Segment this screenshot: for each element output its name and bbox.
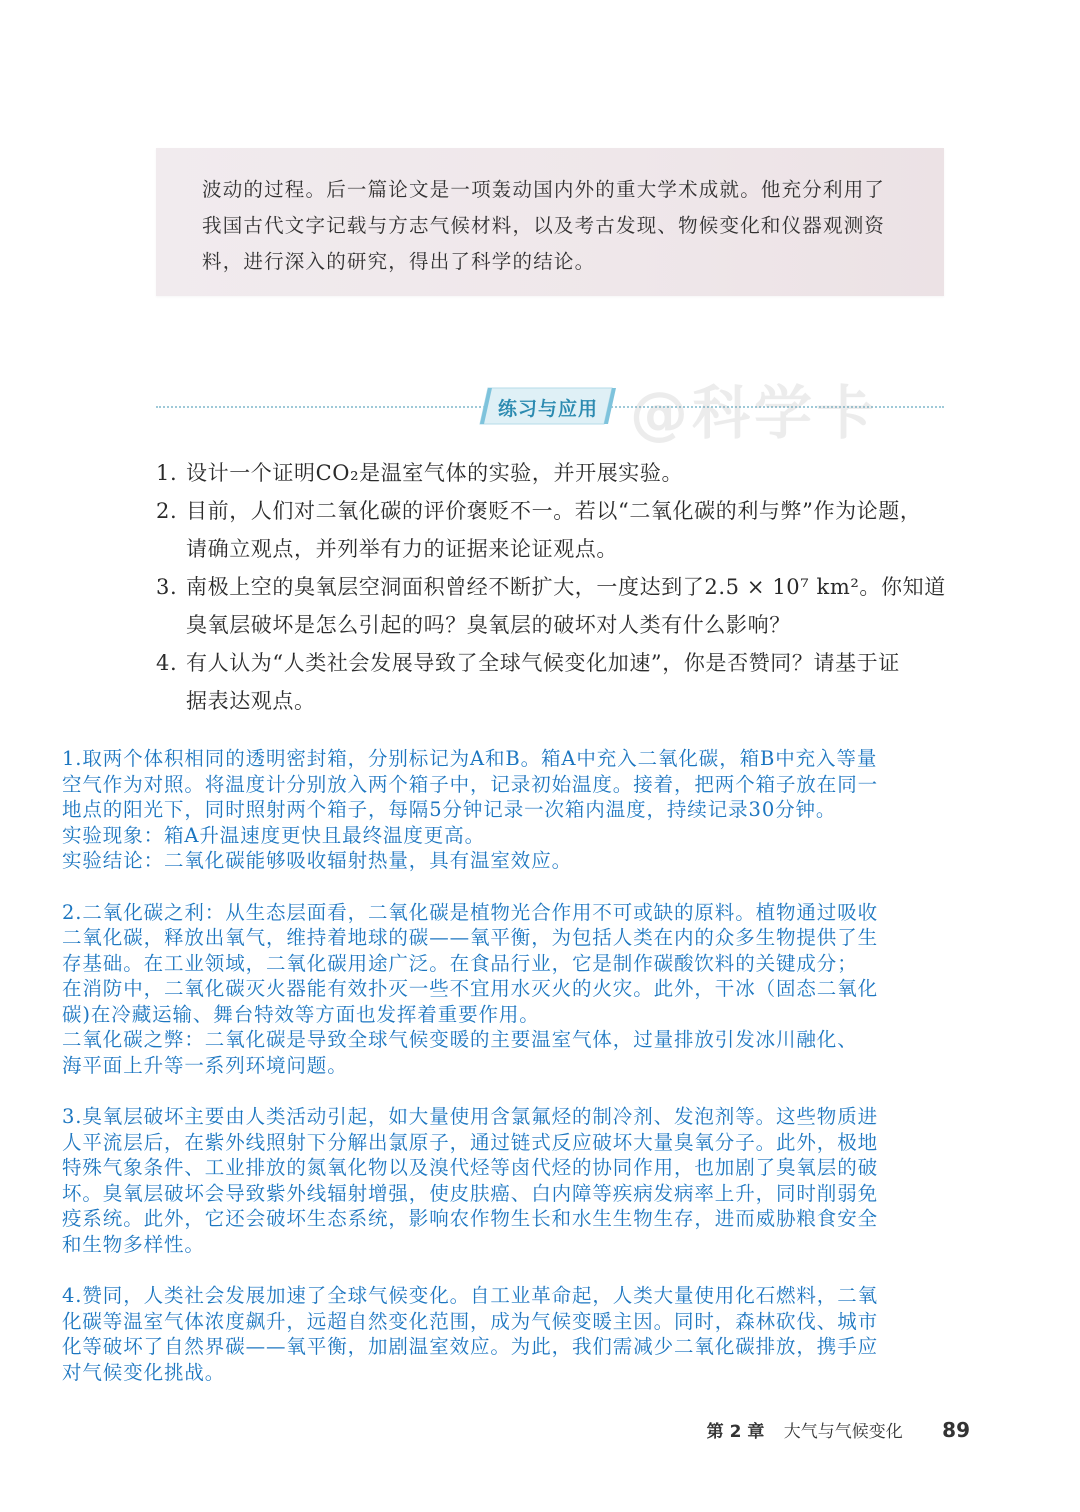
exercise-item — [156, 492, 956, 568]
answer-line: 二氧化碳，释放出氧气，维持着地球的碳——氧平衡，为包括人类在内的众多生物提供了生 — [62, 926, 879, 949]
answer-line: 实验现象：箱A升温速度更快且最终温度更高。 — [62, 823, 485, 847]
answer-line: 化碳等温室气体浓度飙升，远超自然变化范围，成为气候变暖主因。同时，森林砍伐、城市 — [62, 1309, 879, 1333]
exercise-line: 南极上空的臭氧层空洞面积曾经不断扩大，一度达到了2.5 × 10⁷ km²。你知道 — [186, 575, 946, 599]
exercise-line: 设计一个证明CO₂是温室气体的实验，并开展实验。 — [186, 461, 684, 485]
chapter-label: 第 2 章 — [706, 1422, 765, 1442]
answer-line: 特殊气象条件、工业排放的氮氧化物以及溴代烃等卤代烃的协同作用，也加剧了臭氧层的破 — [62, 1156, 879, 1179]
page-footer — [707, 1417, 970, 1442]
answer-line: 1.取两个体积相同的透明密封箱，分别标记为A和B。箱A中充入二氧化碳，箱B中充入等量 — [62, 747, 878, 770]
exercise-line: 目前，人们对二氧化碳的评价褒贬不一。若以“二氧化碳的利与弊”作为论题， — [186, 499, 922, 523]
exercise-number: 2. — [156, 499, 178, 523]
chapter-title: 大气与气候变化 — [783, 1422, 903, 1442]
answer-paragraph — [62, 746, 1042, 874]
section-tag — [478, 386, 618, 426]
exercise-number: 3. — [156, 575, 178, 599]
reading-line: 我国古代文字记载与方志气候材料，以及考古发现、物候变化和仪器观测资 — [202, 214, 886, 237]
exercise-item — [156, 454, 956, 492]
answer-line: 3.臭氧层破坏主要由人类活动引起，如大量使用含氯氟烃的制冷剂、发泡剂等。这些物质进 — [62, 1105, 879, 1128]
answer-line: 2.二氧化碳之利：从生态层面看，二氧化碳是植物光合作用不可或缺的原料。植物通过吸收 — [62, 900, 879, 924]
answer-line: 地点的阳光下，同时照射两个箱子，每隔5分钟记录一次箱内温度，持续记录30分钟。 — [62, 798, 837, 821]
answer-line: 4.赞同，人类社会发展加速了全球气候变化。自工业革命起，人类大量使用化石燃料，二氧 — [62, 1284, 879, 1307]
answer-line: 坏。臭氧层破坏会导致紫外线辐射增强，使皮肤癌、白内障等疾病发病率上升，同时削弱免 — [62, 1181, 879, 1205]
exercise-number: 1. — [156, 461, 178, 485]
answer-line: 人平流层后，在紫外线照射下分解出氯原子，通过链式反应破坏大量臭氧分子。此外，极地 — [62, 1130, 879, 1154]
watermark: @科学卡 — [630, 379, 879, 447]
exercise-line: 请确立观点，并列举有力的证据来论证观点。 — [186, 537, 618, 561]
answer-line: 碳)在冷藏运输、舞台特效等方面也发挥着重要作用。 — [62, 1002, 540, 1026]
page-number: 89 — [942, 1418, 970, 1442]
answer-paragraph — [62, 1104, 1042, 1257]
exercise-item — [156, 644, 956, 720]
reading-line: 料，进行深入的研究，得出了科学的结论。 — [202, 250, 596, 273]
answer-line: 海平面上升等一系列环境问题。 — [62, 1053, 348, 1077]
exercise-line: 据表达观点。 — [186, 689, 316, 713]
answer-line: 在消防中，二氧化碳灭火器能有效扑灭一些不宜用水灭火的火灾。此外，干冰（固态二氧化 — [62, 977, 879, 1000]
answer-line: 存基础。在工业领域，二氧化碳用途广泛。在食品行业，它是制作碳酸饮料的关键成分； — [62, 951, 858, 975]
answer-line: 空气作为对照。将温度计分别放入两个箱子中，记录初始温度。接着，把两个箱子放在同一 — [62, 772, 879, 796]
answer-paragraph — [62, 1283, 1042, 1385]
answer-line: 对气候变化挑战。 — [62, 1360, 226, 1384]
answer-line: 疫系统。此外，它还会破坏生态系统，影响农作物生长和水生生物生存，进而威胁粮食安全 — [62, 1207, 879, 1230]
exercise-line: 臭氧层破坏是怎么引起的吗？臭氧层的破坏对人类有什么影响？ — [186, 613, 791, 637]
reading-line: 波动的过程。后一篇论文是一项轰动国内外的重大学术成就。他充分利用了 — [202, 178, 886, 201]
exercise-number: 4. — [156, 651, 178, 675]
answer-line: 化等破坏了自然界碳——氧平衡，加剧温室效应。为此，我们需减少二氧化碳排放，携手应 — [62, 1335, 879, 1358]
section-title: 练习与应用 — [497, 398, 598, 420]
answer-line: 二氧化碳之弊：二氧化碳是导致全球气候变暖的主要温室气体，过量排放引发冰川融化、 — [62, 1028, 858, 1051]
answer-paragraph — [62, 900, 1042, 1079]
exercise-list — [156, 454, 956, 720]
answer-line: 实验结论：二氧化碳能够吸收辐射热量，具有温室效应。 — [62, 849, 573, 872]
answer-line: 和生物多样性。 — [62, 1232, 205, 1256]
reading-box — [156, 148, 944, 296]
exercise-line: 有人认为“人类社会发展导致了全球气候变化加速”，你是否赞同？请基于证 — [186, 651, 900, 675]
handwritten-answers — [62, 746, 1042, 1411]
exercise-item — [156, 568, 956, 644]
